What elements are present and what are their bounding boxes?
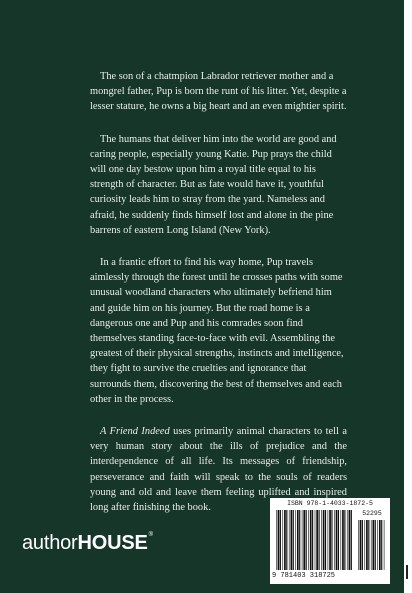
crop-mark — [406, 565, 408, 579]
blurb-paragraph-1: The son of a chatmpion Labrador retriever mother and a mongrel father, Pup is born the runt of his litter. Yet, despite a lesser stature, he owns a big heart and an even mightier spirit. — [90, 71, 347, 113]
registered-mark: ® — [148, 532, 153, 538]
isbn-text: ISBN 978-1-4033-1872-5 — [287, 500, 373, 507]
book-title: A Friend Indeed — [100, 426, 170, 438]
publisher-logo-author: author — [22, 532, 78, 554]
blurb-paragraph-3: In a frantic effort to find his way home, Pup travels aimlessly through the forest until he crosses paths with some unusual woodland characters who ultimately befriend him and guide him on his journey. But the road home is a dangerous one and Pup and his comrades soon find themselves standing face-to-face with evil. Assembling the greatest of their physical strengths, instincts and intelligence, they fight to survive the cruelties and ignorance that surrounds them, discovering the best of themselves and each other in the process. — [90, 257, 344, 405]
price-addon-text: 52295 — [362, 510, 382, 517]
barcode-bars — [276, 510, 354, 570]
barcode-box — [270, 498, 390, 584]
page-edge — [404, 0, 412, 593]
ean-text: 9 781403 318725 — [272, 572, 336, 580]
publisher-logo — [22, 532, 153, 555]
blurb-paragraph-2: The humans that deliver him into the world are good and caring people, especially young Katie. Pup prays the child will one day bestow upon him a royal title equal to his strength of character. But as fate would have it, youthful curiosity leads him to stray from the yard. Nameless and afraid, he suddenly finds himself lost and alone in the pine barrens of eastern Long Island (New York). — [90, 133, 337, 236]
publisher-logo-house: HOUSE — [77, 532, 148, 554]
price-addon-bars — [358, 520, 386, 570]
blurb — [90, 69, 347, 532]
blurb-paragraph-4-text: uses primarily animal characters to tell a very human story about the ills of prejudice and the interdependence of all life. Its messages of friendship, perseverance and faith will speak to the souls of readers young and old and leave them feeling uplifted and inspired long after finishing the book. — [90, 426, 348, 514]
